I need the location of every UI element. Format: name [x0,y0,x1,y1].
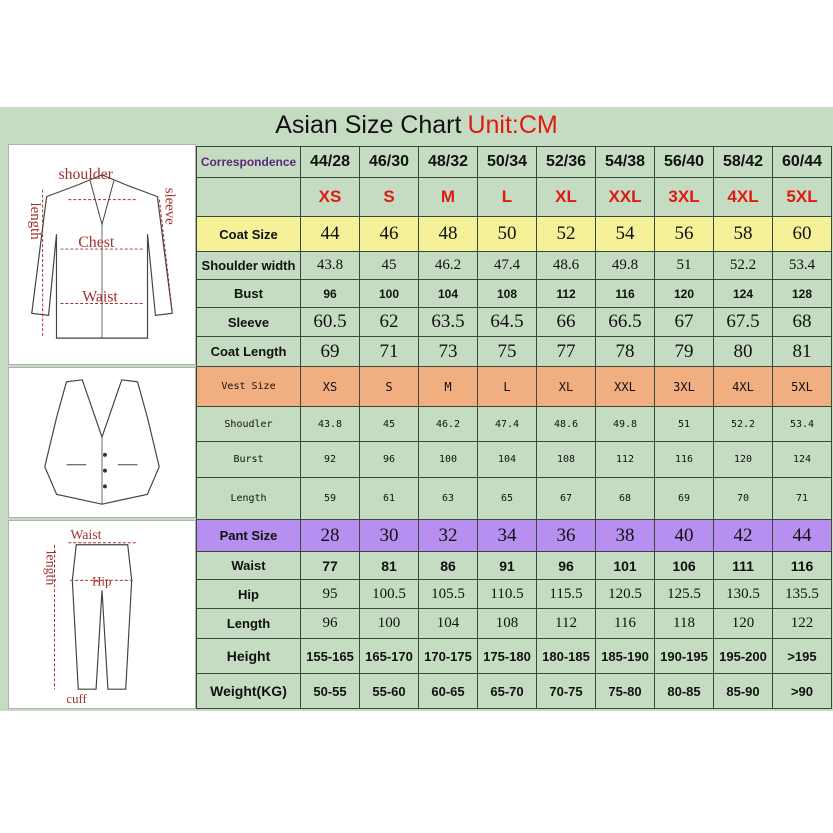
table-cell: 65-70 [478,674,537,709]
table-cell: 130.5 [714,580,773,609]
vest-size-row [196,367,829,407]
table-cell: 104 [478,442,537,478]
table-cell: 46 [360,217,419,252]
coat-label-chest: Chest [78,234,115,252]
table-cell: 44 [773,520,832,552]
table-cell: 106 [655,552,714,580]
row-label: Weight(KG) [196,674,301,709]
table-cell: 108 [478,609,537,639]
row-label: Length [196,478,301,520]
row-label: Correspondence [196,146,301,178]
table-cell: 75-80 [596,674,655,709]
table-cell: XXL [596,178,655,217]
table-cell: 60 [773,217,832,252]
row-label: Hip [196,580,301,609]
pant-label-cuff: cuff [66,692,87,707]
table-cell: 48.6 [537,407,596,442]
table-cell: 28 [301,520,360,552]
table-cell: 58/42 [714,146,773,178]
table-cell: 122 [773,609,832,639]
table-cell: 67 [537,478,596,520]
table-cell: 48.6 [537,252,596,280]
table-cell: 48 [419,217,478,252]
table-cell: 112 [537,609,596,639]
pant-label-hip: Hip [92,574,112,589]
table-cell: 5XL [773,367,832,407]
row-label: Bust [196,280,301,308]
vest-length-row [196,478,829,520]
table-cell: 4XL [714,178,773,217]
row-label: Length [196,609,301,639]
coat-label-shoulder: shoulder [58,165,113,183]
row-label: Height [196,639,301,674]
table-cell: 112 [537,280,596,308]
table-cell: 63.5 [419,308,478,337]
coat-length-row [196,337,829,367]
table-cell: 116 [596,280,655,308]
row-label: Coat Size [196,217,301,252]
table-cell: 120.5 [596,580,655,609]
table-cell: 64.5 [478,308,537,337]
table-cell: 52 [537,217,596,252]
sleeve-row [196,308,829,337]
pant-illustration [8,520,196,709]
table-cell: 55-60 [360,674,419,709]
table-cell: 54/38 [596,146,655,178]
table-cell: 60/44 [773,146,832,178]
row-label: Shoulder width [196,252,301,280]
table-cell: 81 [360,552,419,580]
table-cell: 63 [419,478,478,520]
table-cell: 52/36 [537,146,596,178]
table-cell: 49.8 [596,407,655,442]
table-cell: 120 [655,280,714,308]
table-cell: 86 [419,552,478,580]
coat-label-sleeve: sleeve [161,187,178,225]
vest-illustration [8,367,196,518]
table-cell: 60.5 [301,308,360,337]
table-cell: 120 [714,442,773,478]
table-cell: L [478,367,537,407]
row-label: Pant Size [196,520,301,552]
table-cell: 45 [360,407,419,442]
coat-label-length: length [26,202,43,240]
table-cell: 185-190 [596,639,655,674]
table-cell: 165-170 [360,639,419,674]
table-cell: 65 [478,478,537,520]
table-cell: 50 [478,217,537,252]
table-cell: 96 [301,280,360,308]
row-label: Sleeve [196,308,301,337]
table-cell: 75 [478,337,537,367]
table-cell: L [478,178,537,217]
chart-title-unit: Unit:CM [467,111,558,139]
table-cell: 43.8 [301,252,360,280]
table-cell: 175-180 [478,639,537,674]
table-cell: 155-165 [301,639,360,674]
table-cell: 118 [655,609,714,639]
row-label: Burst [196,442,301,478]
chart-title-main: Asian Size Chart [275,111,462,139]
table-cell: 52.2 [714,407,773,442]
pant-label-waist: Waist [70,526,102,542]
table-cell: 190-195 [655,639,714,674]
table-cell: >90 [773,674,832,709]
table-cell: S [360,178,419,217]
table-cell: 95 [301,580,360,609]
correspondence-row [196,146,829,178]
table-cell: 81 [773,337,832,367]
table-cell: 46.2 [419,252,478,280]
table-cell: 100 [360,280,419,308]
table-cell: 124 [714,280,773,308]
table-cell: 71 [360,337,419,367]
table-cell: 73 [419,337,478,367]
table-cell: 80-85 [655,674,714,709]
table-cell: 71 [773,478,832,520]
table-cell: 3XL [655,178,714,217]
table-cell: 46.2 [419,407,478,442]
table-cell: >195 [773,639,832,674]
table-cell: 42 [714,520,773,552]
table-cell: XS [301,178,360,217]
table-cell: 96 [537,552,596,580]
table-cell: 91 [478,552,537,580]
table-cell: 49.8 [596,252,655,280]
table-cell: 34 [478,520,537,552]
table-cell: XL [537,178,596,217]
letter-size-row [196,178,829,217]
table-cell: 135.5 [773,580,832,609]
table-cell: 46/30 [360,146,419,178]
table-cell: 124 [773,442,832,478]
table-cell: 100 [419,442,478,478]
table-cell: 30 [360,520,419,552]
table-cell: 111 [714,552,773,580]
table-cell: 56/40 [655,146,714,178]
table-cell: 77 [537,337,596,367]
table-cell: S [360,367,419,407]
table-cell: 60-65 [419,674,478,709]
pant-hip-row [196,580,829,609]
table-cell: 53.4 [773,407,832,442]
table-cell: 4XL [714,367,773,407]
table-cell: 62 [360,308,419,337]
table-cell: 79 [655,337,714,367]
pant-waist-row [196,552,829,580]
table-cell: 70 [714,478,773,520]
table-cell: 101 [596,552,655,580]
table-cell: 3XL [655,367,714,407]
table-cell: 180-185 [537,639,596,674]
table-cell: 125.5 [655,580,714,609]
table-cell: 170-175 [419,639,478,674]
table-cell: 67.5 [714,308,773,337]
table-cell: 116 [773,552,832,580]
height-row [196,639,829,674]
table-cell: 115.5 [537,580,596,609]
row-label: Coat Length [196,337,301,367]
table-cell: 92 [301,442,360,478]
table-cell: 78 [596,337,655,367]
table-cell: 105.5 [419,580,478,609]
table-cell: 112 [596,442,655,478]
row-label: Vest Size [196,367,301,407]
table-cell: 44 [301,217,360,252]
table-cell: 120 [714,609,773,639]
table-cell: 104 [419,280,478,308]
coat-size-row [196,217,829,252]
row-label: Shoudler [196,407,301,442]
table-cell: 116 [655,442,714,478]
table-cell: 68 [596,478,655,520]
table-cell: 58 [714,217,773,252]
table-cell: 80 [714,337,773,367]
vest-shoulder-row [196,407,829,442]
table-cell: 108 [478,280,537,308]
bust-row [196,280,829,308]
coat-sketch [9,145,195,364]
table-cell: M [419,178,478,217]
table-cell: 96 [360,442,419,478]
table-cell: 195-200 [714,639,773,674]
shoulder-width-row [196,252,829,280]
chart-title [0,107,833,144]
table-cell: 70-75 [537,674,596,709]
row-label: Waist [196,552,301,580]
table-cell: 44/28 [301,146,360,178]
table-cell: 128 [773,280,832,308]
table-cell: 85-90 [714,674,773,709]
table-cell: M [419,367,478,407]
table-cell: 45 [360,252,419,280]
table-cell: XXL [596,367,655,407]
table-cell: 100.5 [360,580,419,609]
row-label [196,178,301,217]
table-cell: 38 [596,520,655,552]
table-cell: 61 [360,478,419,520]
table-cell: 50-55 [301,674,360,709]
table-cell: 96 [301,609,360,639]
table-cell: 68 [773,308,832,337]
pant-sketch [9,521,195,708]
table-cell: 116 [596,609,655,639]
vest-sketch [9,368,195,517]
table-cell: 5XL [773,178,832,217]
table-cell: 47.4 [478,252,537,280]
coat-illustration [8,144,196,365]
table-cell: 67 [655,308,714,337]
table-cell: 77 [301,552,360,580]
table-cell: 110.5 [478,580,537,609]
weight-row [196,674,829,709]
table-cell: 100 [360,609,419,639]
table-cell: 48/32 [419,146,478,178]
table-cell: 53.4 [773,252,832,280]
table-cell: XS [301,367,360,407]
table-cell: 51 [655,407,714,442]
table-cell: XL [537,367,596,407]
table-cell: 66 [537,308,596,337]
pant-label-length: length [43,550,59,586]
table-cell: 108 [537,442,596,478]
table-cell: 104 [419,609,478,639]
vest-burst-row [196,442,829,478]
table-cell: 50/34 [478,146,537,178]
table-cell: 59 [301,478,360,520]
table-cell: 47.4 [478,407,537,442]
table-cell: 69 [301,337,360,367]
pant-size-row [196,520,829,552]
table-cell: 54 [596,217,655,252]
table-cell: 69 [655,478,714,520]
table-cell: 36 [537,520,596,552]
table-cell: 56 [655,217,714,252]
table-cell: 43.8 [301,407,360,442]
coat-label-waist: Waist [82,288,118,306]
table-cell: 32 [419,520,478,552]
table-cell: 51 [655,252,714,280]
pant-length-row [196,609,829,639]
table-cell: 66.5 [596,308,655,337]
table-cell: 52.2 [714,252,773,280]
table-cell: 40 [655,520,714,552]
